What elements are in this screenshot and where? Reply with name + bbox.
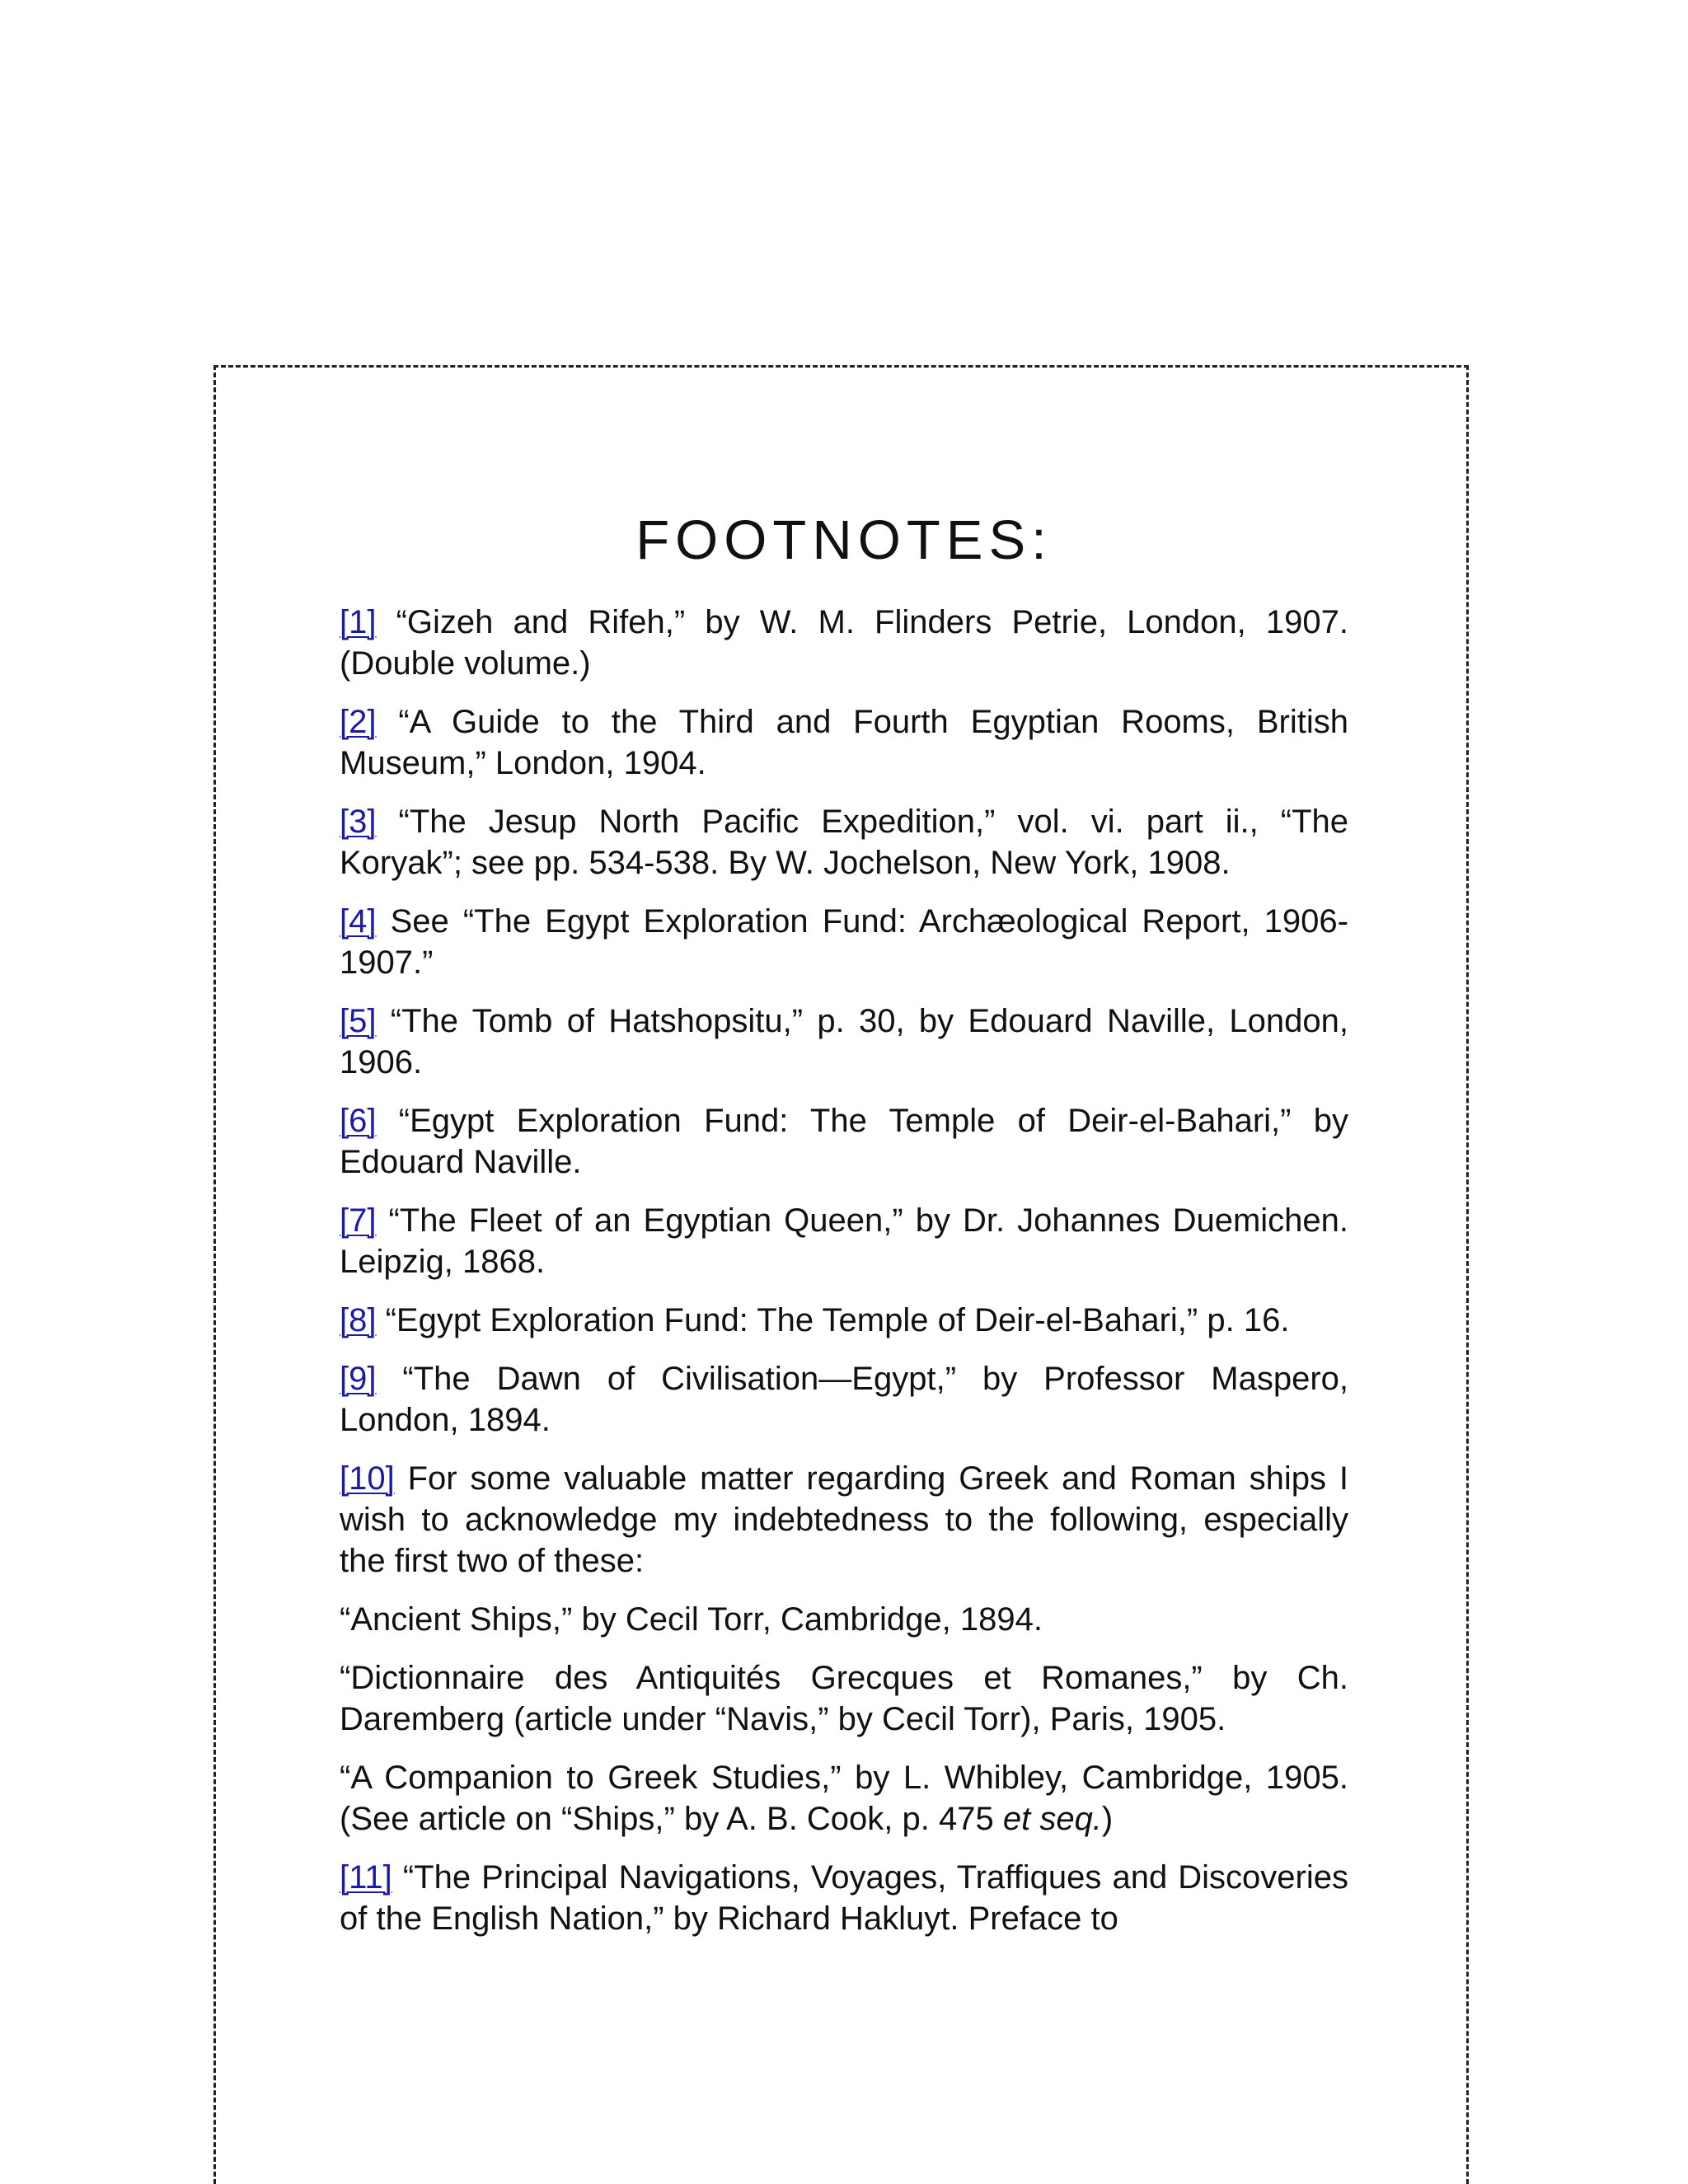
footnote-ref-link[interactable]: [7] [340, 1202, 377, 1239]
footnote-text: “A Companion to Greek Studies,” by L. Whibley, Cambridge, 1905. (See article on “Ships,” by A. B. Cook, p. 475 [340, 1760, 1348, 1837]
footnotes-heading: FOOTNOTES: [635, 509, 1053, 571]
footnote-text: “Egypt Exploration Fund: The Temple of Deir-el-Bahari,” by Edouard Naville. [340, 1103, 1348, 1180]
footnote-text: See “The Egypt Exploration Fund: Archæological Report, 1906-1907.” [340, 903, 1348, 981]
footnote-1 [340, 602, 1348, 684]
footnote-8 [340, 1300, 1348, 1341]
footnote-ref-link[interactable]: [4] [340, 903, 377, 940]
footnote-text: ) [1101, 1801, 1114, 1837]
footnote-ref-link[interactable]: [5] [340, 1003, 377, 1039]
footnote-text: “The Jesup North Pacific Expedition,” vol. vi. part ii., “The Koryak”; see pp. 534-538. By W. Jochelson, New York, 1908. [340, 804, 1348, 881]
footnote-ref-link[interactable]: [2] [340, 704, 377, 740]
footnote-10-source-3 [340, 1757, 1348, 1840]
footnote-9 [340, 1358, 1348, 1441]
footnote-5 [340, 1001, 1348, 1083]
footnote-10-source-2 [340, 1657, 1348, 1740]
footnote-11 [340, 1857, 1348, 1939]
footnotes-list [340, 602, 1348, 1957]
footnote-ref-link[interactable]: [11] [340, 1859, 392, 1896]
footnote-3 [340, 801, 1348, 883]
footnote-ref-link[interactable]: [1] [340, 604, 377, 640]
footnote-ref-link[interactable]: [6] [340, 1103, 377, 1139]
footnote-text: “Dictionnaire des Antiquités Grecques et Romanes,” by Ch. Daremberg (article under “Navis,” by Cecil Torr), Paris, 1905. [340, 1660, 1348, 1737]
footnote-text: “The Principal Navigations, Voyages, Traffiques and Discoveries of the English Nation,” by Richard Hakluyt. Preface to [340, 1859, 1348, 1937]
footnote-text: “Ancient Ships,” by Cecil Torr, Cambridge, 1894. [340, 1601, 1043, 1638]
footnote-italic-text: et seq. [1002, 1801, 1102, 1837]
footnote-ref-link[interactable]: [9] [340, 1361, 377, 1397]
footnote-10-source-1 [340, 1599, 1348, 1640]
footnote-text: “Gizeh and Rifeh,” by W. M. Flinders Petrie, London, 1907. (Double volume.) [340, 604, 1348, 682]
footnote-ref-link[interactable]: [3] [340, 804, 377, 840]
footnote-text: “Egypt Exploration Fund: The Temple of Deir-el-Bahari,” p. 16. [376, 1302, 1290, 1338]
footnote-6 [340, 1100, 1348, 1183]
footnote-text: “A Guide to the Third and Fourth Egyptian Rooms, British Museum,” London, 1904. [340, 704, 1348, 781]
footnote-2 [340, 701, 1348, 784]
footnote-text: “The Fleet of an Egyptian Queen,” by Dr. Johannes Duemichen. Leipzig, 1868. [340, 1202, 1348, 1280]
footnote-text: “The Dawn of Civilisation—Egypt,” by Professor Maspero, London, 1894. [340, 1361, 1348, 1438]
footnote-10 [340, 1458, 1348, 1582]
footnote-7 [340, 1200, 1348, 1282]
footnote-ref-link[interactable]: [8] [340, 1302, 377, 1338]
footnote-ref-link[interactable]: [10] [340, 1460, 395, 1497]
footnote-4 [340, 901, 1348, 983]
footnote-text: “The Tomb of Hatshopsitu,” p. 30, by Edouard Naville, London, 1906. [340, 1003, 1348, 1080]
footnote-text: For some valuable matter regarding Greek and Roman ships I wish to acknowledge my indebtedness to the following, especially the first two of these: [340, 1460, 1348, 1579]
